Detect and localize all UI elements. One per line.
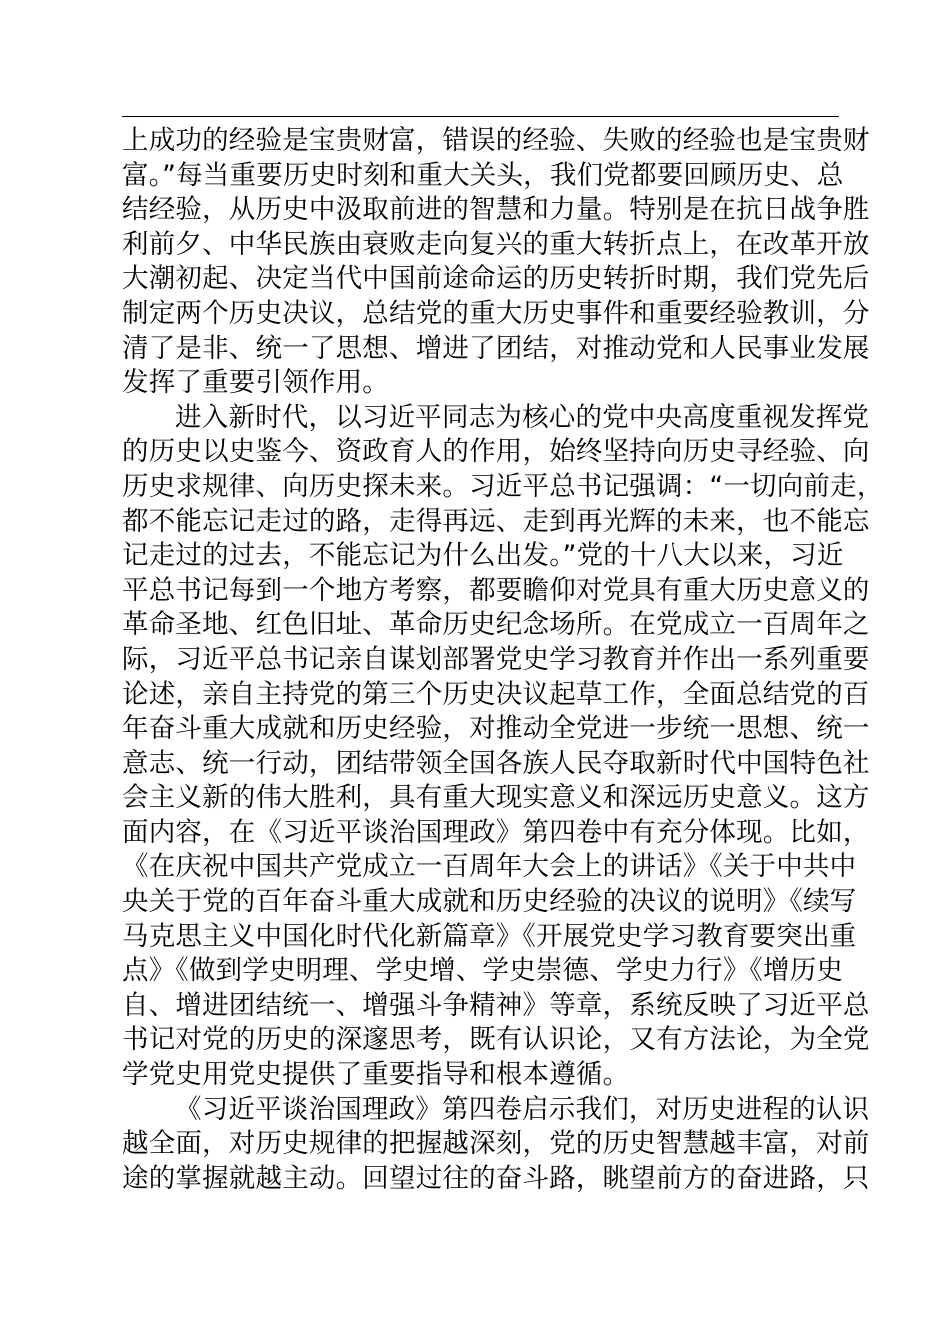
text-line: 意志、统一行动，团结带领全国各族人民夺取新时代中国特色社 xyxy=(122,747,870,779)
header-rule xyxy=(122,116,839,117)
text-line: 历史求规律、向历史探未来。习近平总书记强调：“一切向前走， xyxy=(122,470,884,502)
text-line: 大潮初起、决定当代中国前途命运的历史转折时期，我们党先后 xyxy=(122,263,870,295)
text-line: 书记对党的历史的深邃思考，既有认识论，又有方法论，为全党 xyxy=(122,1024,870,1056)
text-line: 结经验，从历史中汲取前进的智慧和力量。特别是在抗日战争胜 xyxy=(122,194,870,226)
text-line: 途的掌握就越主动。回望过往的奋斗路，眺望前方的奋进路，只 xyxy=(122,1162,870,1194)
text-line: 际，习近平总书记亲自谋划部署党史学习教育并作出一系列重要 xyxy=(122,643,870,675)
text-line: 平总书记每到一个地方考察，都要瞻仰对党具有重大历史意义的 xyxy=(122,574,870,606)
text-line: 进入新时代，以习近平同志为核心的党中央高度重视发挥党 xyxy=(175,401,870,433)
text-line: 《习近平谈治国理政》第四卷启示我们，对历史进程的认识 xyxy=(175,1093,870,1125)
paragraph-1 xyxy=(122,124,870,401)
text-line: 记走过的过去，不能忘记为什么出发。”党的十八大以来，习近 xyxy=(122,540,844,572)
text-line: 发挥了重要引领作用。 xyxy=(122,367,389,399)
text-line: 央关于党的百年奋斗重大成就和历史经验的决议的说明》《续写 xyxy=(122,886,857,918)
text-line: 上成功的经验是宝贵财富，错误的经验、失败的经验也是宝贵财 xyxy=(122,125,870,156)
text-line: 利前夕、中华民族由衰败走向复兴的重大转折点上，在改革开放 xyxy=(122,228,870,260)
text-line: 都不能忘记走过的路，走得再远、走到再光辉的未来，也不能忘 xyxy=(122,505,870,537)
paragraph-2 xyxy=(122,401,884,1093)
text-line: 革命圣地、红色旧址、革命历史纪念场所。在党成立一百周年之 xyxy=(122,609,870,641)
text-line: 自、增进团结统一、增强斗争精神》等章，系统反映了习近平总 xyxy=(122,989,870,1021)
text-line: 面内容，在《习近平谈治国理政》第四卷中有充分体现。比如， xyxy=(122,816,870,848)
text-line: 学党史用党史提供了重要指导和根本遵循。 xyxy=(122,1059,630,1091)
text-line: 越全面，对历史规律的把握越深刻，党的历史智慧越丰富，对前 xyxy=(122,1128,870,1160)
body-text xyxy=(122,124,884,1196)
text-line: 制定两个历史决议，总结党的重大历史事件和重要经验教训，分 xyxy=(122,297,870,329)
text-line: 马克思主义中国化时代化新篇章》《开展党史学习教育要突出重 xyxy=(122,920,857,952)
text-line: 年奋斗重大成就和历史经验，对推动全党进一步统一思想、统一 xyxy=(122,713,870,745)
text-line: 的历史以史鉴今、资政育人的作用，始终坚持向历史寻经验、向 xyxy=(122,436,870,468)
text-line: 富。”每当重要历史时刻和重大关头，我们党都要回顾历史、总 xyxy=(122,159,844,191)
text-line: 《在庆祝中国共产党成立一百周年大会上的讲话》《关于中共中 xyxy=(122,851,857,883)
paragraph-3 xyxy=(122,1093,870,1197)
text-line: 点》《做到学史明理、学史增、学史崇德、学史力行》《增历史 xyxy=(122,955,844,987)
text-line: 清了是非、统一了思想、增进了团结，对推动党和人民事业发展 xyxy=(122,332,870,364)
text-line: 论述，亲自主持党的第三个历史决议起草工作，全面总结党的百 xyxy=(122,678,870,710)
text-line: 会主义新的伟大胜利，具有重大现实意义和深远历史意义。这方 xyxy=(122,782,870,814)
